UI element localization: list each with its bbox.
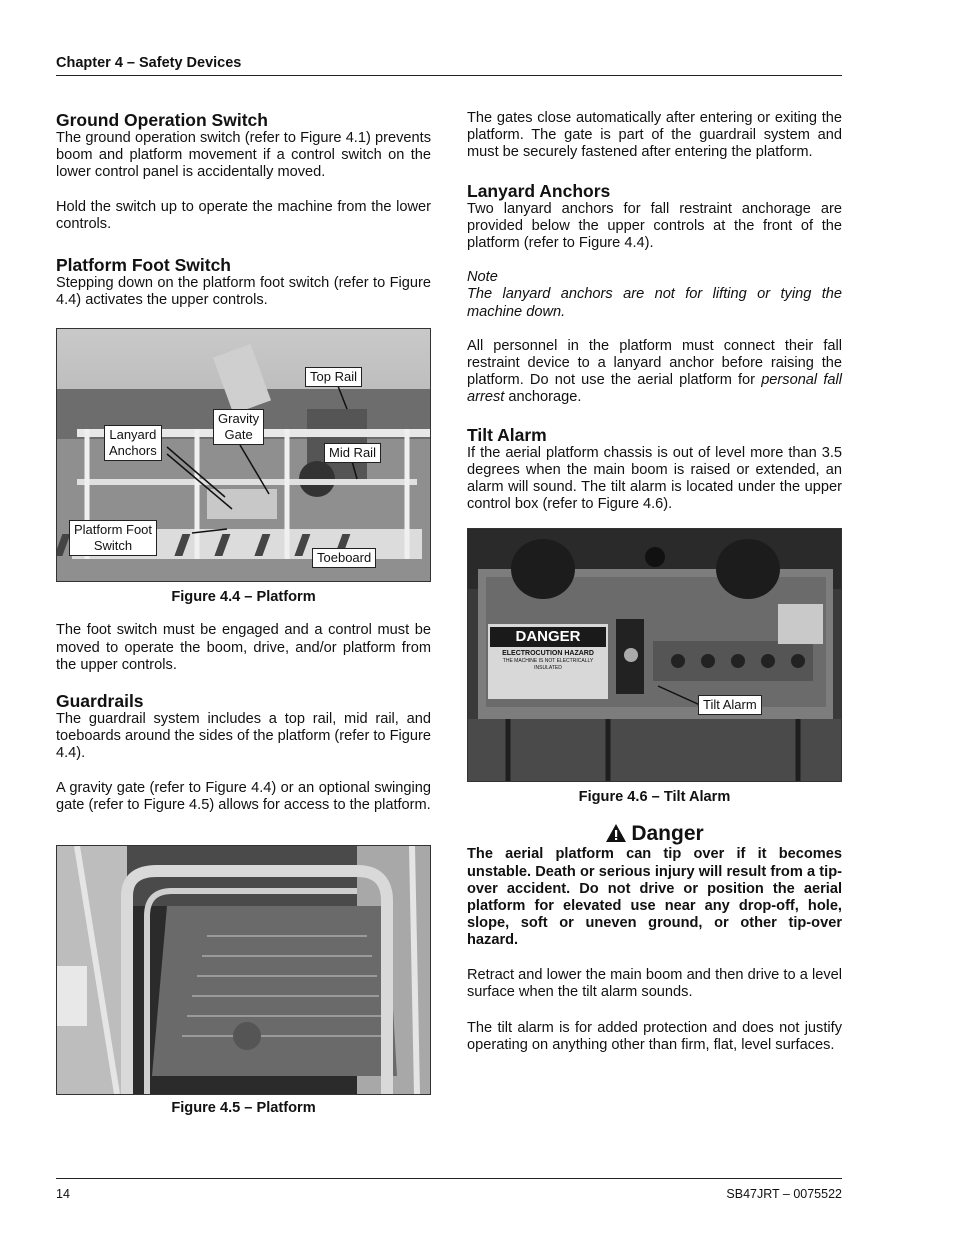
danger-heading: Danger	[467, 822, 842, 846]
chapter-header: Chapter 4 – Safety Devices	[56, 55, 242, 71]
footer-rule	[56, 1178, 842, 1179]
note-text: The lanyard anchors are not for lifting or tying the machine down.	[467, 286, 842, 320]
lanyard-paragraph-2: All personnel in the platform must connect their fall restraint device to a lanyard anchor before raising the platform. Do not use the aerial platform for personal fall arrest anchorage.	[467, 337, 842, 406]
guardrails-paragraph-1: The guardrail system includes a top rail, mid rail, and toeboards around the sides of the platform (refer to Figure 4.4).	[56, 711, 431, 762]
foot-paragraph-1: Stepping down on the platform foot switch (refer to Figure 4.4) activates the upper controls.	[56, 275, 431, 309]
ground-paragraph-1: The ground operation switch (refer to Figure 4.1) prevents boom and platform movement if a control switch on the lower control panel is accidentally moved.	[56, 130, 431, 181]
figure-4-4-caption: Figure 4.4 – Platform	[171, 589, 316, 606]
right-column	[467, 110, 842, 1054]
danger-sign-title: DANGER	[515, 628, 581, 646]
note-label: Note	[467, 269, 498, 286]
danger-sign-subtitle: ELECTROCUTION HAZARD	[502, 650, 594, 658]
figure-4-5-photo	[56, 845, 431, 1095]
lanyard-paragraph-1: Two lanyard anchors for fall restraint anchorage are provided below the upper controls at the front of the platform (refer to Figure 4.4).	[467, 200, 842, 252]
danger-paragraph-2: Retract and lower the main boom and then drive to a level surface when the tilt alarm sounds.	[467, 966, 842, 1000]
foot-switch-engaged-paragraph: The foot switch must be engaged and a control must be moved to operate the boom, drive, and/or platform from the upper controls.	[56, 622, 431, 673]
danger-sign-line: THE MACHINE IS NOT ELECTRICALLY INSULATED	[502, 658, 594, 672]
heading-platform-foot-switch: Platform Foot Switch	[56, 255, 231, 276]
gates-paragraph: The gates close automatically after entering or exiting the platform. The gate is part of the guardrail system and must be securely fastened after entering the platform.	[467, 110, 842, 161]
page-number: 14	[56, 1187, 70, 1201]
heading-guardrails: Guardrails	[56, 691, 144, 712]
callout-tilt-alarm: Tilt Alarm	[698, 695, 762, 715]
header-rule	[56, 75, 842, 76]
figure-4-6-caption: Figure 4.6 – Tilt Alarm	[578, 789, 731, 806]
callout-gravity-gate: Gravity Gate	[213, 409, 264, 445]
danger-warning-text: The aerial platform can tip over if it becomes unstable. Death or serious injury will result from a tip-over accident. Do not drive or position the aerial platform for elevated use near any drop-off, hole, slope, soft or uneven ground, or other tip-over hazard.	[467, 846, 842, 949]
callout-mid-rail: Mid Rail	[324, 443, 381, 463]
guardrails-paragraph-2: A gravity gate (refer to Figure 4.4) or an optional swinging gate (refer to Figure 4.5) allows for access to the platform.	[56, 779, 431, 813]
callout-top-rail: Top Rail	[305, 367, 362, 387]
danger-paragraph-3: The tilt alarm is for added protection and does not justify operating on anything other than firm, flat, level surfaces.	[467, 1020, 842, 1054]
callout-toeboard: Toeboard	[312, 548, 376, 568]
callout-lanyard-anchors: Lanyard Anchors	[104, 425, 162, 461]
figure-4-5-caption: Figure 4.5 – Platform	[171, 1100, 316, 1117]
warning-triangle-icon	[605, 823, 627, 843]
callout-platform-foot-switch: Platform Foot Switch	[69, 520, 157, 556]
left-column	[56, 110, 431, 1117]
figure-4-6-photo	[467, 528, 842, 782]
figure-4-4-photo	[56, 328, 431, 582]
heading-ground-operation-switch: Ground Operation Switch	[56, 110, 268, 130]
document-id: SB47JRT – 0075522	[726, 1187, 842, 1201]
tilt-paragraph-1: If the aerial platform chassis is out of level more than 3.5 degrees when the main boom is raised or extended, an alarm will sound. The tilt alarm is located under the upper control box (refer to Figure 4.6).	[467, 444, 842, 513]
heading-lanyard-anchors: Lanyard Anchors	[467, 180, 611, 201]
ground-paragraph-2: Hold the switch up to operate the machine from the lower controls.	[56, 198, 431, 232]
heading-tilt-alarm: Tilt Alarm	[467, 424, 547, 445]
